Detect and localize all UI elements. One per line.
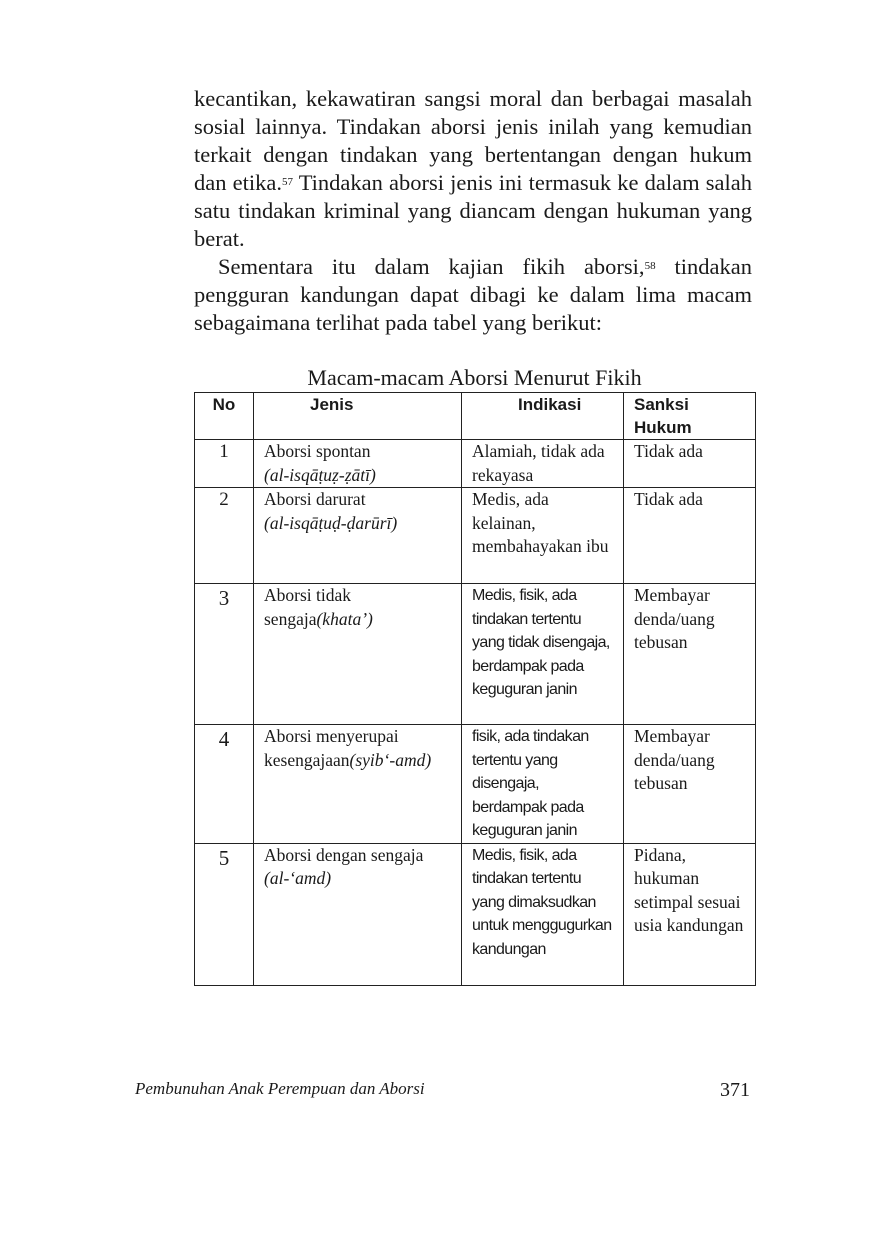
row-number: 1 (195, 440, 254, 488)
body-paragraph-2 (194, 253, 752, 337)
paragraph-text: Sementara itu dalam kajian fikih aborsi, (218, 254, 645, 279)
row-sanksi: Pidana, hukuman setimpal sesuai usia kandungan (624, 843, 756, 985)
row-number: 2 (195, 488, 254, 584)
row-sanksi: Membayar denda/uang tebusan (624, 584, 756, 725)
paragraph-text: Tindakan aborsi jenis ini termasuk ke dalam salah satu tindakan kriminal yang diancam dengan hukuman yang berat. (194, 170, 753, 251)
row-indikasi: Alamiah, tidak ada rekayasa (462, 440, 624, 488)
table-row (195, 440, 756, 488)
abortion-types-table (194, 392, 756, 986)
header-indikasi: Indikasi (462, 393, 624, 440)
jenis-label: Aborsi tidak sengaja (264, 585, 352, 629)
arabic-term: (syib‘-amd) (349, 749, 432, 770)
row-indikasi: Medis, fisik, ada tindakan tertentu yang dimaksudkan untuk menggugurkan kandungan (462, 843, 624, 985)
arabic-term: (al-isqāṭuḍ-ḍarūrī) (264, 512, 398, 533)
table-row (195, 584, 756, 725)
row-jenis (254, 440, 462, 488)
row-number: 4 (195, 725, 254, 844)
arabic-term: (khata’) (316, 608, 373, 629)
jenis-label: Aborsi dengan sengaja (264, 844, 424, 865)
row-number: 5 (195, 843, 254, 985)
row-indikasi: Medis, ada kelainan, membahayakan ibu (462, 488, 624, 584)
row-sanksi: Membayar denda/uang tebusan (624, 725, 756, 844)
footnote-ref-57[interactable]: 57 (281, 176, 293, 188)
header-sanksi: Sanksi Hukum (624, 393, 756, 440)
row-jenis (254, 584, 462, 725)
paragraph-text: kecantikan, kekawatiran sangsi moral dan berbagai masalah sosial lainnya. Tindakan aborsi jenis inilah yang kemudian terkait dengan tindakan yang bertentangan dengan hukum dan etika. (194, 86, 752, 195)
row-jenis (254, 843, 462, 985)
jenis-label: Aborsi menyerupai kesengajaan (264, 726, 399, 770)
arabic-term: (al-isqāṭuẓ-ẓātī) (264, 464, 376, 485)
row-sanksi: Tidak ada (624, 488, 756, 584)
body-paragraph-1 (194, 85, 752, 253)
table-row (195, 725, 756, 844)
row-jenis (254, 725, 462, 844)
arabic-term: (al-‘amd) (264, 868, 332, 888)
jenis-label: Aborsi darurat (264, 489, 366, 509)
table-row (195, 488, 756, 584)
table-row (195, 843, 756, 985)
jenis-label: Aborsi spontan (264, 441, 371, 461)
header-jenis: Jenis (254, 393, 462, 440)
row-sanksi: Tidak ada (624, 440, 756, 488)
table-header-row (195, 393, 756, 440)
header-no: No (195, 393, 254, 440)
page-number: 371 (720, 1079, 750, 1101)
running-footer-title: Pembunuhan Anak Perempuan dan Aborsi (135, 1079, 425, 1098)
row-number: 3 (195, 584, 254, 725)
footnote-ref-58[interactable]: 58 (644, 260, 656, 272)
paragraph-text: tindakan pengguran kandungan dapat dibagi ke dalam lima macam sebagaimana terlihat pada tabel yang berikut: (194, 254, 752, 335)
row-jenis (254, 488, 462, 584)
row-indikasi: fisik, ada tindakan tertentu yang disengaja, berdampak pada keguguran janin (462, 725, 624, 844)
row-indikasi: Medis, fisik, ada tindakan tertentu yang tidak disengaja, berdampak pada keguguran janin (462, 584, 624, 725)
table-caption: Macam-macam Aborsi Menurut Fikih (307, 365, 642, 390)
